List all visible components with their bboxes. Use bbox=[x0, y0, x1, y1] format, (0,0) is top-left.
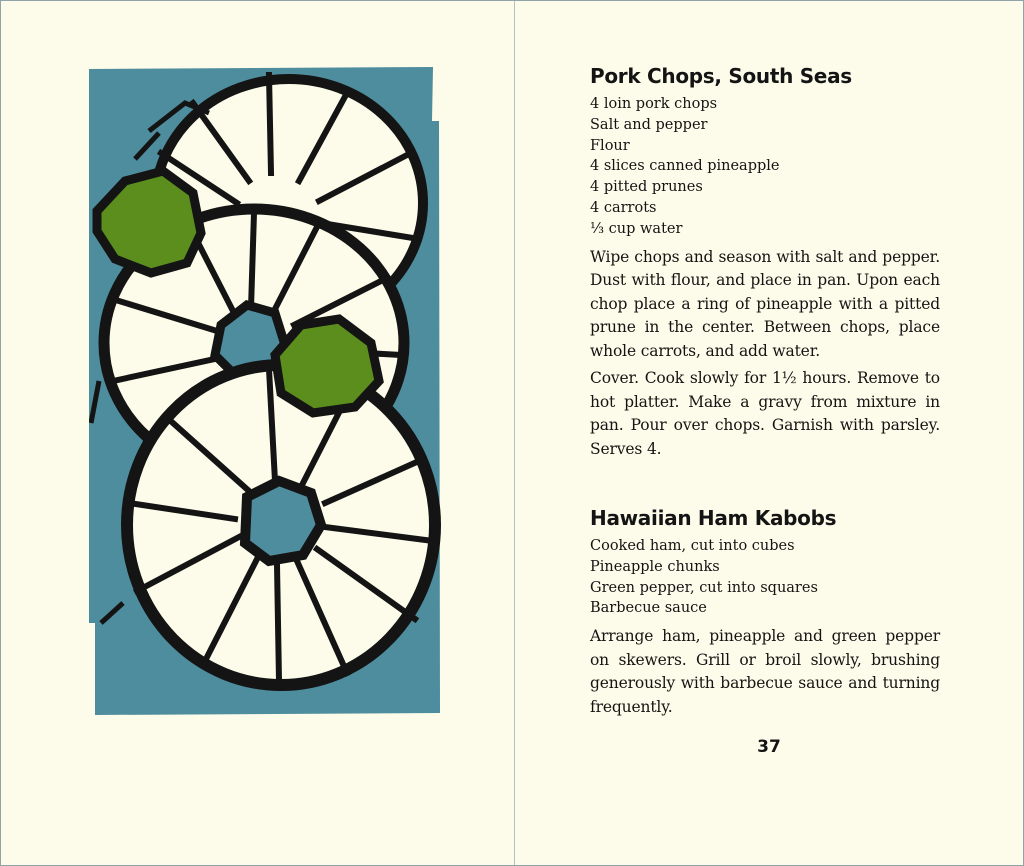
recipe-title: Pork Chops, South Seas bbox=[590, 64, 852, 88]
recipe-title: Hawaiian Ham Kabobs bbox=[590, 506, 837, 531]
ingredient-item: Salt and pepper bbox=[590, 116, 708, 133]
ingredient-item: 4 pitted prunes bbox=[590, 179, 703, 196]
ingredient-item: Flour bbox=[590, 137, 630, 154]
ingredient-item: 4 slices canned pineapple bbox=[590, 158, 780, 175]
directions-paragraph: Wipe chops and season with salt and pepper. Dust with flour, and place in pan. Upon each chop place a ring of pineapple with a pitted prune in the center. Between chops, place whole carrots, and add water. bbox=[590, 247, 940, 360]
ingredient-item: Cooked ham, cut into cubes bbox=[590, 538, 795, 555]
recipe-ham-kabobs bbox=[590, 505, 940, 719]
prune-right bbox=[275, 319, 379, 413]
ingredient-item: Pineapple chunks bbox=[590, 558, 720, 575]
ingredient-item: ⅓ cup water bbox=[590, 220, 683, 237]
pineapple-illustration bbox=[89, 63, 443, 719]
ingredient-item: 4 carrots bbox=[590, 199, 657, 216]
ingredient-item: Green pepper, cut into squares bbox=[590, 579, 818, 596]
recipe-column bbox=[590, 63, 940, 723]
ingredient-item: Barbecue sauce bbox=[590, 600, 707, 617]
ingredient-list bbox=[590, 94, 940, 240]
right-page bbox=[515, 1, 1023, 865]
ingredient-list bbox=[590, 536, 940, 619]
ingredient-item: 4 loin pork chops bbox=[590, 96, 718, 112]
directions-paragraph: Cover. Cook slowly for 1½ hours. Remove to hot platter. Make a gravy from mixture in pan. Pour over chops. Garnish with parsley. Serves 4. bbox=[590, 369, 940, 458]
page-number: 37 bbox=[757, 737, 781, 757]
directions-paragraph: Arrange ham, pineapple and green pepper on skewers. Grill or broil slowly, brushing generously with barbecue sauce and turning frequently. bbox=[590, 627, 940, 716]
recipe-pork-chops bbox=[590, 63, 940, 461]
pineapple-ring-bottom bbox=[127, 365, 435, 685]
left-page bbox=[1, 1, 514, 865]
